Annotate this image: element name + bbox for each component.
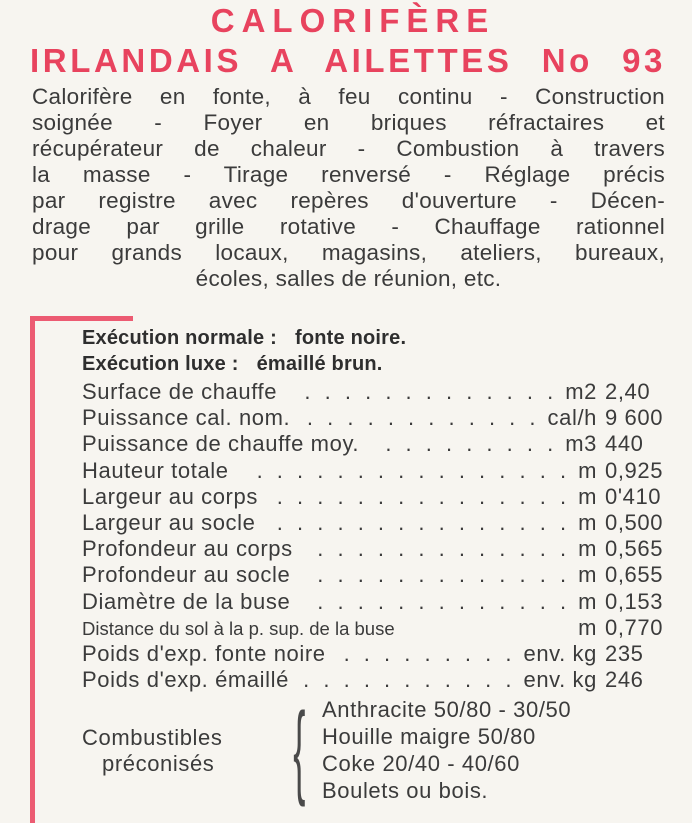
spec-unit: m3 xyxy=(565,431,597,457)
spec-unit: m2 xyxy=(565,379,597,404)
spec-value: 0,500 xyxy=(605,510,664,535)
spec-value: 0,565 xyxy=(605,536,664,562)
spec-unit: m xyxy=(578,562,597,588)
spec-main xyxy=(82,458,597,484)
execution-value: fonte noire. xyxy=(294,327,407,349)
spec-unit: m xyxy=(578,483,597,509)
leader-dots: . . . . . . . . . . . . . xyxy=(317,562,571,588)
spec-unit: env. kg xyxy=(523,641,597,666)
title-line-2: IRLANDAIS A AILETTES No 93 xyxy=(30,42,666,79)
spec-label: Diamètre de la buse xyxy=(82,588,291,614)
leader-dots: . . . . . . . . . . . . . xyxy=(317,588,571,614)
leader-dots: . . . . . . . . . . . . . . . xyxy=(276,483,571,509)
leader-dots: . . . . . . . . . . . . . . . xyxy=(276,510,571,535)
leader-dots: . . . . . . . . . xyxy=(343,641,516,666)
leader-dots: . . . . . . . . . . . . . xyxy=(317,536,571,562)
execution-luxe xyxy=(82,353,383,376)
description-line: Calorifère en fonte, à feu continu - Construction xyxy=(32,84,665,109)
spec-label: Distance du sol à la p. sup. de la buse xyxy=(82,617,395,639)
execution-value: émaillé brun. xyxy=(256,353,383,375)
spec-unit: m xyxy=(578,588,597,614)
spec-main xyxy=(82,641,597,667)
description-line: par registre avec repères d'ouverture - Décen- xyxy=(32,188,665,213)
spec-label: Puissance cal. nom. xyxy=(82,405,291,431)
leader-dots: . . . . . . . . . . . . xyxy=(306,405,540,431)
spec-value: 235 xyxy=(605,641,644,666)
spec-main xyxy=(82,667,597,693)
spec-row xyxy=(82,484,682,510)
spec-row xyxy=(82,667,682,693)
spec-label: Surface de chauffe xyxy=(82,379,278,404)
spec-main xyxy=(82,484,597,510)
spec-unit: m xyxy=(578,614,597,640)
spec-value: 0,925 xyxy=(605,457,664,483)
spec-value: 0'410 xyxy=(605,483,662,509)
spec-main xyxy=(82,562,597,588)
spec-label: Puissance de chauffe moy. xyxy=(82,431,360,457)
description-line: écoles, salles de réunion, etc. xyxy=(195,266,502,291)
spec-row xyxy=(82,431,682,457)
description-line: récupérateur de chaleur - Combustion à travers xyxy=(32,136,665,161)
spec-label: Hauteur totale xyxy=(82,457,229,483)
spec-unit: cal/h xyxy=(547,405,597,431)
combustibles-label-2: préconisés xyxy=(102,751,215,776)
combustibles-label: Combustibles xyxy=(82,725,223,750)
spec-row xyxy=(82,536,682,562)
spec-label: Poids d'exp. fonte noire xyxy=(82,641,326,666)
brace-icon: { xyxy=(293,692,306,808)
spec-row xyxy=(82,615,682,641)
spec-label: Largeur au corps xyxy=(82,483,258,509)
spec-unit: m xyxy=(578,536,597,562)
spec-value: 0,655 xyxy=(605,562,664,588)
spec-row xyxy=(82,405,682,431)
spec-value: 2,40 xyxy=(605,379,651,404)
spec-unit: env. kg xyxy=(523,667,597,693)
description-line: pour grands locaux, magasins, ateliers, bureaux, xyxy=(32,240,665,265)
spec-label: Profondeur au corps xyxy=(82,536,293,562)
execution-label: Exécution luxe : xyxy=(82,353,239,375)
spec-row xyxy=(82,562,682,588)
description-paragraph xyxy=(32,84,665,292)
spec-main xyxy=(82,536,597,562)
red-bracket-side xyxy=(30,316,35,823)
leader-dots: . . . . . . . . . . . . . xyxy=(304,379,558,404)
spec-main xyxy=(82,615,597,641)
fuel-item: Boulets ou bois. xyxy=(322,778,489,803)
spec-main xyxy=(82,589,597,615)
spec-value: 0,153 xyxy=(605,588,664,614)
spec-unit: m xyxy=(578,510,597,535)
fuel-item: Anthracite 50/80 - 30/50 xyxy=(322,697,572,722)
leader-dots: . . . . . . . . . . . xyxy=(303,667,516,693)
description-line: la masse - Tirage renversé - Réglage précis xyxy=(32,162,665,187)
fuel-item: Houille maigre 50/80 xyxy=(322,724,536,749)
leader-dots: . . . . . . . . . . . . . . . . xyxy=(256,457,571,483)
description-line: soignée - Foyer en briques réfractaires et xyxy=(32,110,665,135)
spec-row xyxy=(82,510,682,536)
spec-value: 0,770 xyxy=(605,614,664,640)
spec-row xyxy=(82,379,682,405)
spec-unit: m xyxy=(578,457,597,483)
spec-value: 9 600 xyxy=(605,405,664,431)
spec-main xyxy=(82,379,597,405)
leader-dots: . . . . . . . . . xyxy=(385,431,558,457)
spec-row xyxy=(82,641,682,667)
spec-label: Poids d'exp. émaillé xyxy=(82,667,289,693)
spec-row xyxy=(82,589,682,615)
red-bracket-top xyxy=(30,316,133,321)
spec-row xyxy=(82,458,682,484)
spec-value: 246 xyxy=(605,667,644,693)
spec-label: Largeur au socle xyxy=(82,510,256,535)
spec-value: 440 xyxy=(605,431,644,457)
spec-main xyxy=(82,405,597,431)
spec-label: Profondeur au socle xyxy=(82,562,291,588)
spec-main xyxy=(82,431,597,457)
spec-main xyxy=(82,510,597,536)
description-line: drage par grille rotative - Chauffage rationnel xyxy=(32,214,665,239)
execution-normale xyxy=(82,327,406,350)
execution-label: Exécution normale : xyxy=(82,327,277,349)
title-line-1: CALORIFÈRE xyxy=(210,2,496,39)
fuel-item: Coke 20/40 - 40/60 xyxy=(322,751,520,776)
